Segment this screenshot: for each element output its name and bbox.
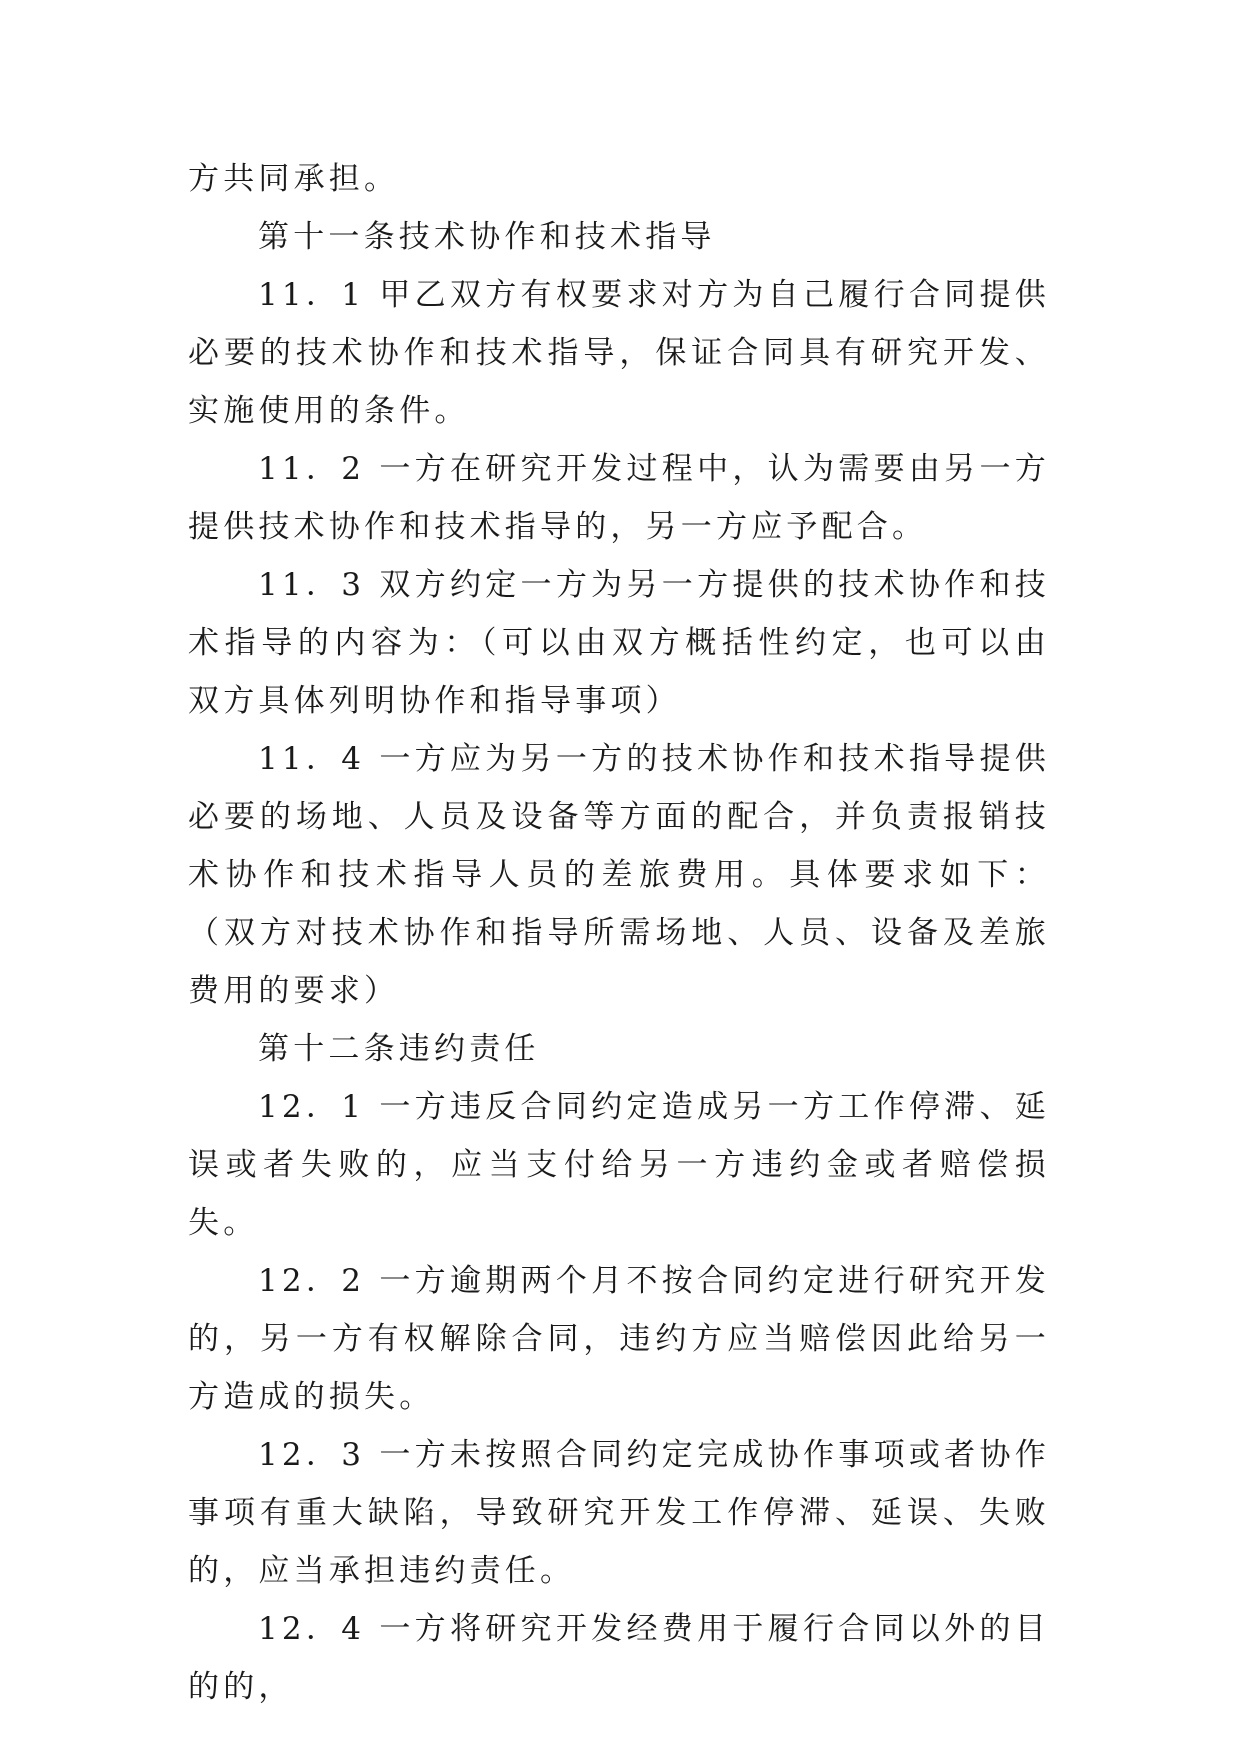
- article-11-heading: 第十一条技术协作和技术指导: [258, 219, 716, 255]
- clause-11-3: 11．3 双方约定一方为另一方提供的技术协作和技术指导的内容为：（可以由双方概括性约定，也可以由双方具体列明协作和指导事项）: [188, 567, 1050, 719]
- clause-12-1: 12．1 一方违反合同约定造成另一方工作停滞、延误或者失败的，应当支付给另一方违约金或者赔偿损失。: [188, 1089, 1050, 1241]
- clause-11-1: 11．1 甲乙双方有权要求对方为自己履行合同提供必要的技术协作和技术指导，保证合同具有研究开发、实施使用的条件。: [188, 277, 1050, 429]
- clause-11-2: 11．2 一方在研究开发过程中，认为需要由另一方提供技术协作和技术指导的，另一方应予配合。: [188, 451, 1050, 545]
- clause-12-2: 12．2 一方逾期两个月不按合同约定进行研究开发的，另一方有权解除合同，违约方应当赔偿因此给另一方造成的损失。: [188, 1263, 1050, 1415]
- clause-11-4: 11．4 一方应为另一方的技术协作和技术指导提供必要的场地、人员及设备等方面的配合，并负责报销技术协作和技术指导人员的差旅费用。具体要求如下：（双方对技术协作和指导所需场地、人员、设备及差旅费用的要求）: [188, 741, 1050, 1009]
- document-body: [188, 150, 1050, 1716]
- clause-12-4: 12．4 一方将研究开发经费用于履行合同以外的目的的，: [188, 1611, 1050, 1705]
- article-12-heading: 第十二条违约责任: [258, 1031, 540, 1067]
- clause-12-3: 12．3 一方未按照合同约定完成协作事项或者协作事项有重大缺陷，导致研究开发工作停滞、延误、失败的，应当承担违约责任。: [188, 1437, 1050, 1589]
- paragraph-continuation: 方共同承担。: [188, 161, 400, 197]
